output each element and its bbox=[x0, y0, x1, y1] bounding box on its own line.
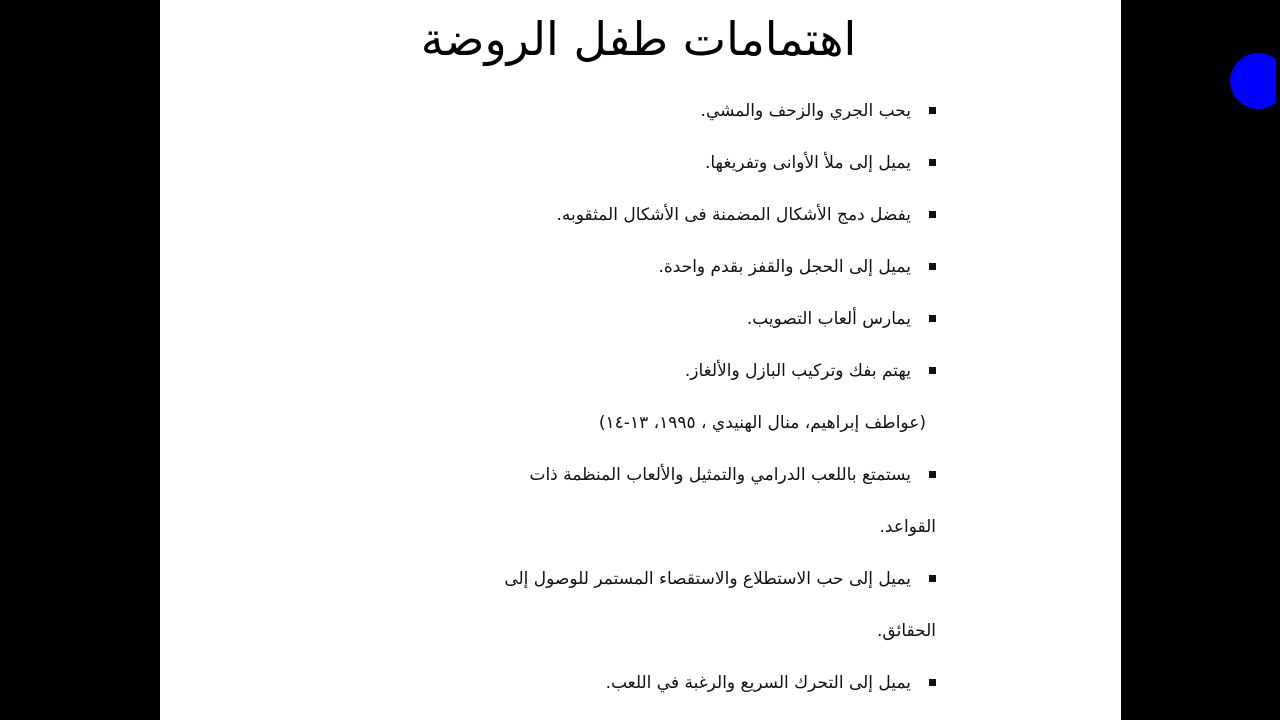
bullet-text: يمارس ألعاب التصويب. bbox=[746, 309, 911, 329]
square-bullet-icon bbox=[929, 263, 936, 270]
slide-page bbox=[160, 0, 1121, 720]
right-edge bbox=[1276, 0, 1280, 720]
bullet-item bbox=[606, 671, 936, 695]
bullet-item bbox=[685, 359, 936, 383]
bullet-item bbox=[658, 255, 936, 279]
bullet-item bbox=[747, 307, 936, 331]
bullet-text: يميل إلى الحجل والقفز بقدم واحدة. bbox=[658, 257, 911, 277]
bullet-item bbox=[701, 99, 936, 123]
bullet-item bbox=[705, 151, 936, 175]
bullet-continuation: القواعد. bbox=[879, 517, 936, 537]
pointer-dot-icon bbox=[1230, 53, 1280, 109]
square-bullet-icon bbox=[929, 107, 936, 114]
square-bullet-icon bbox=[929, 211, 936, 218]
citation: (عواطف إبراهيم، منال الهنيدي ، ١٩٩٥، ١٣-١٤) bbox=[598, 413, 926, 433]
square-bullet-icon bbox=[929, 679, 936, 686]
bullet-item bbox=[529, 463, 936, 487]
bullet-text: يميل إلى ملأ الأوانى وتفريغها. bbox=[704, 153, 911, 173]
bullet-item bbox=[556, 203, 936, 227]
square-bullet-icon bbox=[929, 159, 936, 166]
bullet-text: يميل إلى التحرك السريع والرغبة في اللعب. bbox=[605, 673, 911, 693]
bullet-continuation: الحقائق. bbox=[877, 621, 936, 641]
square-bullet-icon bbox=[929, 315, 936, 322]
bullet-text: يميل إلى حب الاستطلاع والاستقصاء المستمر للوصول إلى bbox=[504, 569, 911, 589]
square-bullet-icon bbox=[929, 367, 936, 374]
bullet-text: يحب الجري والزحف والمشي. bbox=[700, 101, 911, 121]
square-bullet-icon bbox=[929, 471, 936, 478]
bullet-text: يستمتع باللعب الدرامي والتمثيل والألعاب المنظمة ذات bbox=[529, 465, 911, 485]
bullet-text: يهتم بفك وتركيب البازل والألغاز. bbox=[684, 361, 911, 381]
square-bullet-icon bbox=[929, 575, 936, 582]
bullet-item bbox=[504, 567, 936, 591]
bullet-text: يفضل دمج الأشكال المضمنة فى الأشكال المثقوبه. bbox=[556, 205, 911, 225]
slide-title: اهتمامات طفل الروضة bbox=[420, 12, 857, 66]
